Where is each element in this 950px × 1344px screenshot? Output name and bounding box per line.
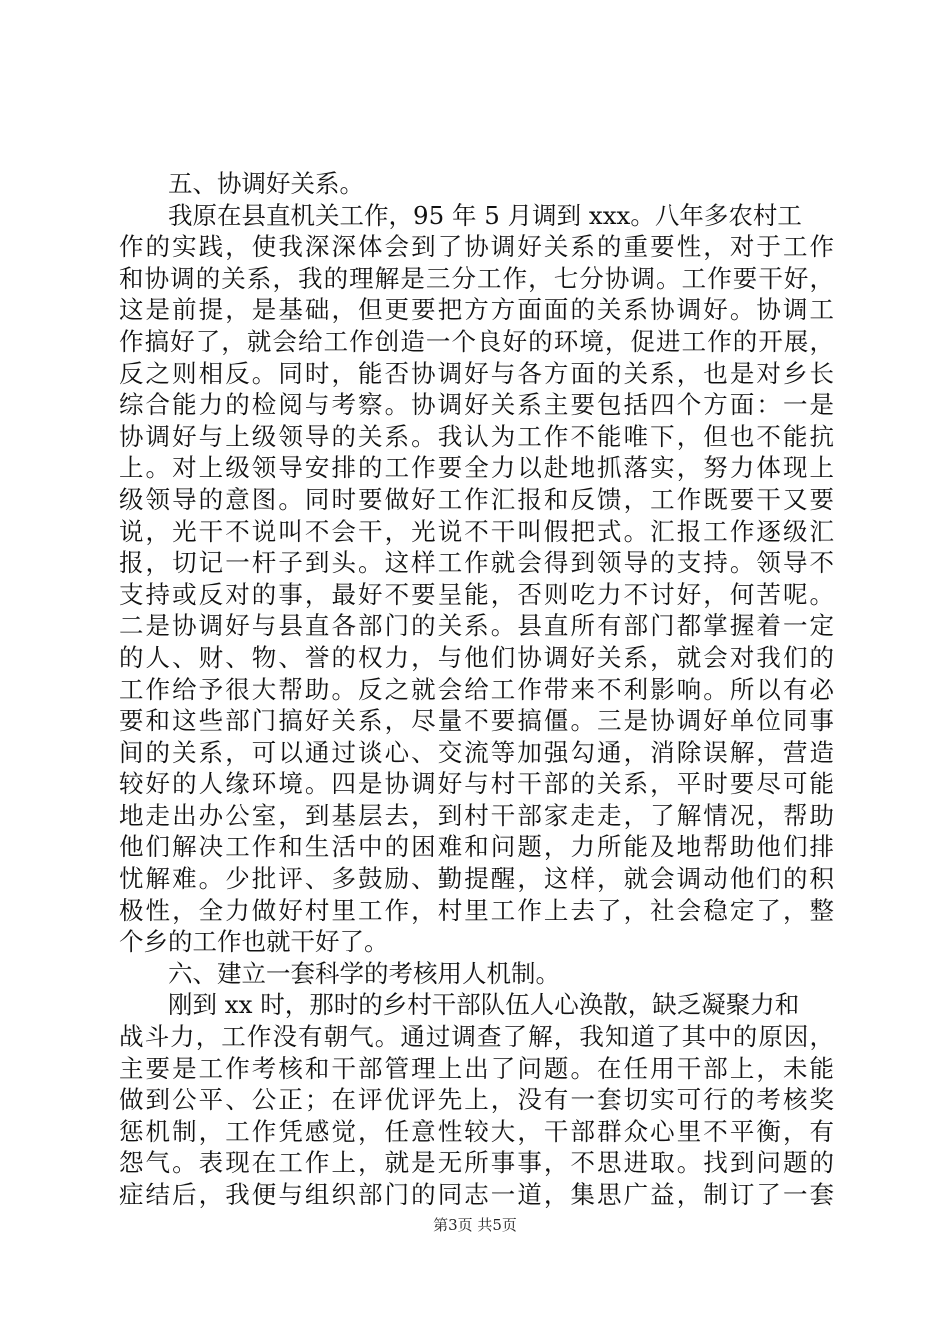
paragraph-line: 反之则相反。同时，能否协调好与各方面的关系，也是对乡长 — [119, 358, 834, 388]
paragraph-line: 间的关系，可以通过谈心、交流等加强勾通，消除误解，营造 — [119, 737, 834, 767]
paragraph-line: 症结后，我便与组织部门的同志一道，集思广益，制订了一套 — [119, 1180, 834, 1209]
section-6-paragraph — [119, 989, 834, 1210]
section-5-paragraph — [119, 200, 834, 958]
paragraph-line: 刚到 xx 时，那时的乡村干部队伍人心涣散，缺乏凝聚力和 — [168, 990, 800, 1020]
section-heading-6: 六、建立一套科学的考核用人机制。 — [168, 958, 560, 988]
paragraph-line: 惩机制，工作凭感觉，任意性较大，干部群众心里不平衡，有 — [119, 1116, 834, 1146]
paragraph-line: 地走出办公室，到基层去，到村干部家走走，了解情况，帮助 — [119, 800, 834, 830]
paragraph-line: 这是前提，是基础，但更要把方方面面的关系协调好。协调工 — [119, 295, 834, 325]
paragraph-line: 上。对上级领导安排的工作要全力以赴地抓落实，努力体现上 — [119, 453, 834, 483]
paragraph-line: 工作给予很大帮助。反之就会给工作带来不利影响。所以有必 — [119, 674, 834, 704]
section-heading-5: 五、协调好关系。 — [168, 169, 364, 198]
paragraph-line: 和协调的关系，我的理解是三分工作，七分协调。工作要干好， — [119, 263, 834, 293]
paragraph-line: 较好的人缘环境。四是协调好与村干部的关系，平时要尽可能 — [119, 769, 834, 799]
paragraph-line: 个乡的工作也就干好了。 — [119, 927, 389, 957]
paragraph-line: 极性，全力做好村里工作，村里工作上去了，社会稳定了，整 — [119, 895, 834, 925]
paragraph-line: 二是协调好与县直各部门的关系。县直所有部门都掌握着一定 — [119, 611, 834, 641]
paragraph-line: 支持或反对的事，最好不要呈能，否则吃力不讨好，何苦呢。 — [119, 579, 834, 609]
paragraph-line: 战斗力，工作没有朝气。通过调查了解，我知道了其中的原因， — [119, 1022, 834, 1052]
paragraph-line: 级领导的意图。同时要做好工作汇报和反馈，工作既要干又要 — [119, 484, 834, 514]
paragraph-line: 的人、财、物、誉的权力，与他们协调好关系，就会对我们的 — [119, 642, 834, 672]
paragraph-line: 做到公平、公正；在评优评先上，没有一套切实可行的考核奖 — [119, 1085, 834, 1115]
paragraph-line: 要和这些部门搞好关系，尽量不要搞僵。三是协调好单位同事 — [119, 706, 834, 736]
paragraph-line: 主要是工作考核和干部管理上出了问题。在任用干部上，未能 — [119, 1053, 834, 1083]
paragraph-line: 怨气。表现在工作上，就是无所事事，不思进取。找到问题的 — [119, 1148, 834, 1178]
paragraph-line: 作的实践，使我深深体会到了协调好关系的重要性，对于工作 — [119, 232, 834, 262]
paragraph-line: 说，光干不说叫不会干，光说不干叫假把式。汇报工作逐级汇 — [119, 516, 834, 546]
paragraph-line: 他们解决工作和生活中的困难和问题，力所能及地帮助他们排 — [119, 832, 834, 862]
document-body — [119, 168, 834, 1211]
paragraph-line: 报，切记一杆子到头。这样工作就会得到领导的支持。领导不 — [119, 548, 834, 578]
paragraph-line: 作搞好了，就会给工作创造一个良好的环境，促进工作的开展， — [119, 326, 834, 356]
paragraph-line: 我原在县直机关工作，95 年 5 月调到 xxx。八年多农村工 — [168, 200, 802, 230]
paragraph-line: 综合能力的检阅与考察。协调好关系主要包括四个方面：一是 — [119, 390, 834, 420]
page-footer: 第3页 共5页 — [433, 1216, 517, 1234]
paragraph-line: 忧解难。少批评、多鼓励、勤提醒，这样，就会调动他们的积 — [119, 864, 834, 894]
paragraph-line: 协调好与上级领导的关系。我认为工作不能唯下，但也不能抗 — [119, 421, 834, 451]
